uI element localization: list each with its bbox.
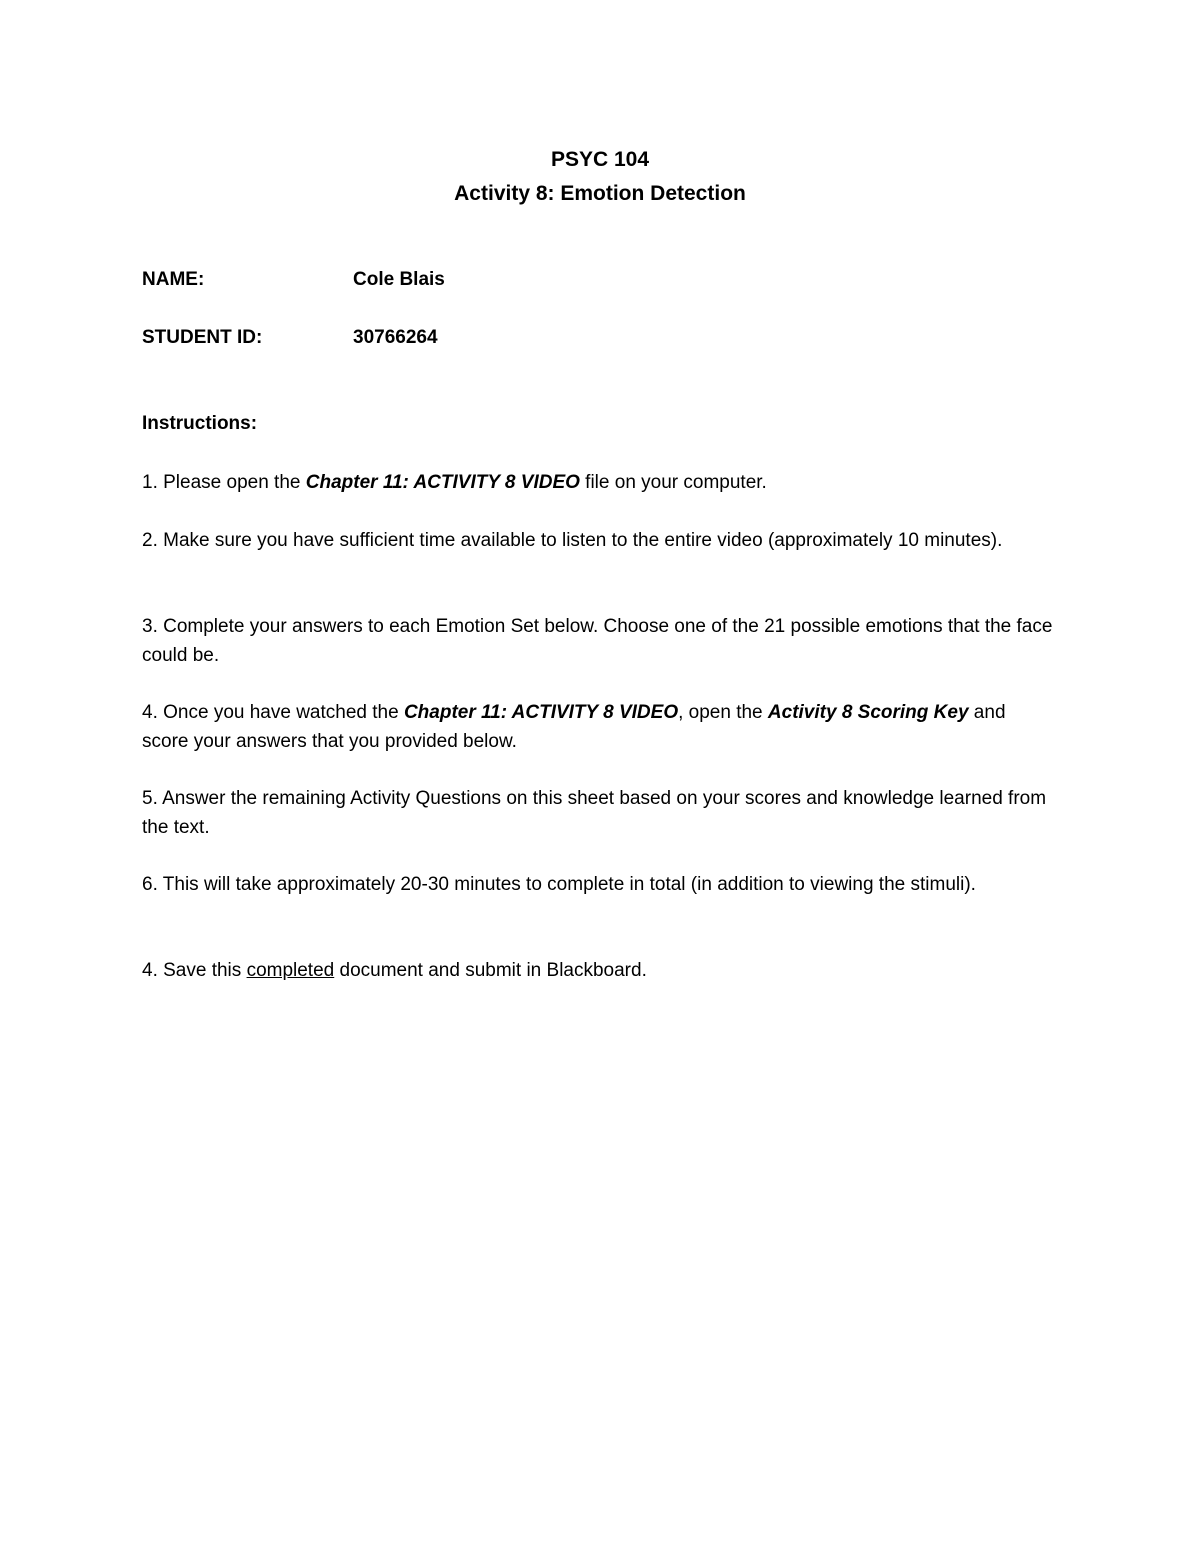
- step-7-text-after: document and submit in Blackboard.: [334, 960, 647, 981]
- activity-title: Activity 8: Emotion Detection: [454, 182, 746, 205]
- instruction-step-2: 2. Make sure you have sufficient time available to listen to the entire video (approximately 10 minutes).: [142, 530, 1003, 551]
- step-1-text-after: file on your computer.: [579, 472, 767, 493]
- step-4-video-reference: Chapter 11: ACTIVITY 8 VIDEO: [403, 702, 679, 723]
- instruction-step-7: [142, 956, 1057, 985]
- instruction-step-4: [142, 698, 1057, 756]
- step-4-text-after: and score your answers that you provided below.: [142, 702, 1006, 752]
- instructions-heading: Instructions:: [142, 413, 258, 434]
- course-code: PSYC 104: [550, 148, 650, 171]
- step-7-text-before: 4. Save this: [142, 960, 247, 981]
- step-4-text-before: 4. Once you have watched the: [142, 702, 404, 723]
- student-id-value: 30766264: [353, 327, 438, 348]
- instruction-step-1: [142, 468, 1057, 497]
- step-1-video-reference: Chapter 11: ACTIVITY 8 VIDEO: [305, 472, 580, 493]
- step-1-text-before: 1. Please open the: [142, 472, 306, 493]
- step-4-scoring-key-reference: Activity 8 Scoring Key: [767, 702, 969, 723]
- instruction-step-3: 3. Complete your answers to each Emotion Set below. Choose one of the 21 possible emotions that the face could be.: [142, 616, 1053, 666]
- name-value: Cole Blais: [353, 269, 445, 290]
- step-7-completed-underlined: completed: [246, 960, 335, 981]
- name-label: NAME:: [142, 269, 205, 290]
- step-4-text-middle: , open the: [678, 702, 768, 723]
- instruction-step-6: 6. This will take approximately 20-30 minutes to complete in total (in addition to viewing the stimuli).: [142, 874, 976, 895]
- instruction-step-5: 5. Answer the remaining Activity Questions on this sheet based on your scores and knowledge learned from the text.: [142, 788, 1047, 838]
- document-title-block: [0, 143, 1200, 211]
- student-id-label: STUDENT ID:: [142, 327, 263, 348]
